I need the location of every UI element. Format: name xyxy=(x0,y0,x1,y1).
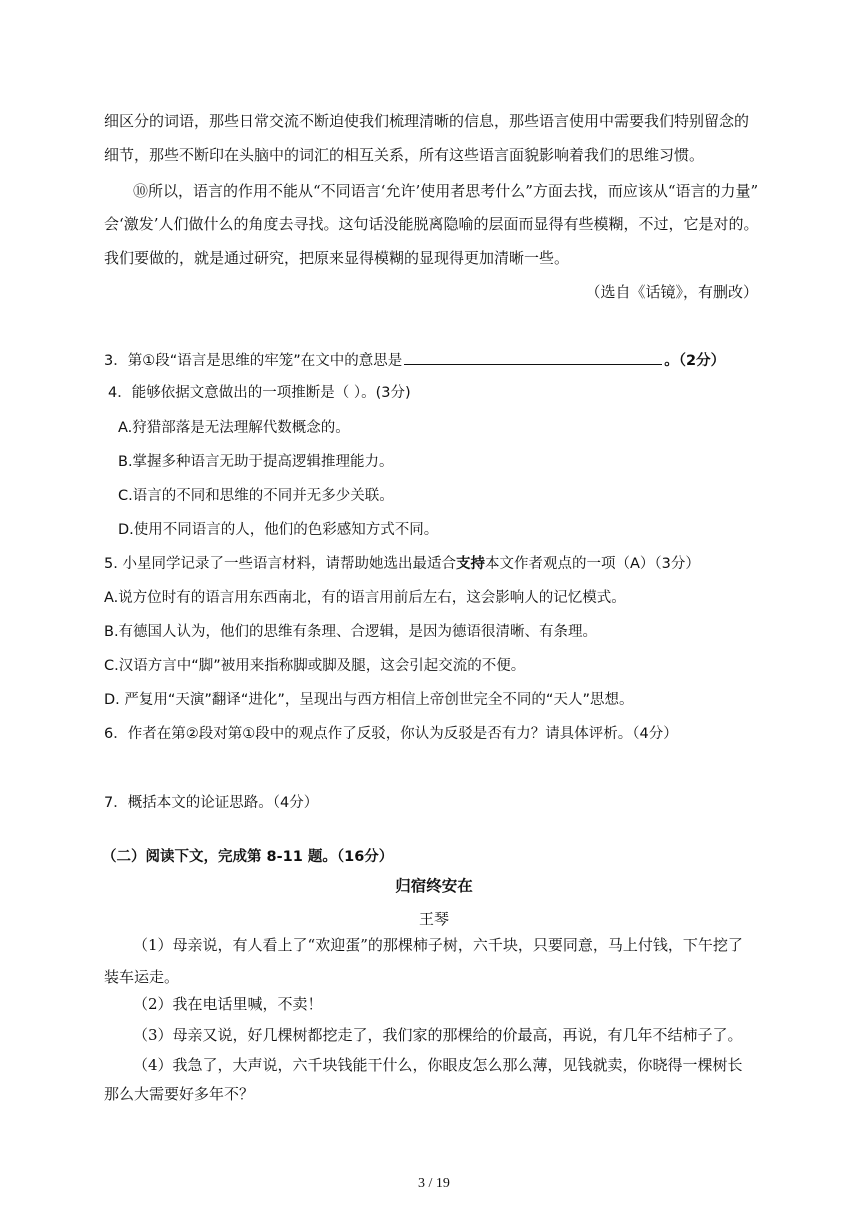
question-4-option: A.狩猎部落是无法理解代数概念的。 xyxy=(118,420,350,436)
question-4-option: D.使用不同语言的人，他们的色彩感知方式不同。 xyxy=(118,522,439,538)
question-4-option: C.语言的不同和思维的不同并无多少关联。 xyxy=(118,488,394,504)
passage-line: 细区分的词语，那些日常交流不断迫使我们梳理清晰的信息，那些语言使用中需要我们特别留念的 xyxy=(104,112,750,130)
question-5-option: B.有德国人认为，他们的思维有条理、合逻辑，是因为德语很清晰、有条理。 xyxy=(104,624,598,640)
question-4-option: B.掌握多种语言无助于提高逻辑推理能力。 xyxy=(118,454,394,470)
answer-blank[interactable] xyxy=(404,348,662,365)
page-number: 3 / 19 xyxy=(418,1176,450,1191)
question-4-stem: 4．能够依据文意做出的一项推断是（ ）。(3分) xyxy=(108,385,411,401)
story-paragraph-4: （4）我急了，大声说，六千块钱能干什么，你眼皮怎么那么薄，见钱就卖，你晓得一棵树长 xyxy=(133,1056,743,1074)
story-paragraph-1-cont: 装车运走。 xyxy=(104,968,180,986)
story-paragraph-3: （3）母亲又说，好几棵树都挖走了，我们家的那棵给的价最高，再说，有几年不结柿子了。 xyxy=(133,1026,743,1044)
story-paragraph-4-cont: 那么大需要好多年不？ xyxy=(104,1085,255,1103)
question-3-points: 。（2分） xyxy=(664,353,726,369)
story-title: 归宿终安在 xyxy=(395,877,473,895)
question-6: 6．作者在第②段对第①段中的观点作了反驳，你认为反驳是否有力？请具体评析。（4分） xyxy=(104,726,678,742)
question-5-option: A.说方位时有的语言用东西南北，有的语言用前后左右，这会影响人的记忆模式。 xyxy=(104,590,626,606)
question-3 xyxy=(104,348,725,372)
story-paragraph-2: （2）我在电话里喊，不卖！ xyxy=(133,995,323,1013)
question-5-stem xyxy=(104,553,700,575)
question-5-text-end: 本文作者观点的一项（A）（3分） xyxy=(484,556,700,572)
question-7: 7．概括本文的论证思路。（4分） xyxy=(104,795,319,811)
question-5-text: 5. 小星同学记录了一些语言材料，请帮助她选出最适合 xyxy=(104,556,456,572)
question-5-emphasis: 支持 xyxy=(455,556,485,572)
story-paragraph-1: （1）母亲说，有人看上了“欢迎蛋”的那棵柿子树，六千块，只要同意，马上付钱，下午挖了 xyxy=(133,936,743,954)
question-3-text: 3．第①段“语言是思维的牢笼”在文中的意思是 xyxy=(104,353,403,369)
passage-line: 细节，那些不断印在头脑中的词汇的相互关系，所有这些语言面貌影响着我们的思维习惯。 xyxy=(104,146,705,164)
question-5-option: C.汉语方言中“脚”被用来指称脚或脚及腿，这会引起交流的不便。 xyxy=(104,658,526,674)
section-2-heading: （二）阅读下文，完成第 8-11 题。（16分） xyxy=(102,849,394,865)
paragraph-10-line: 会‘激发’人们做什么的角度去寻找。这句话没能脱离隐喻的层面而显得有些模糊，不过，它是对的。 xyxy=(104,215,759,233)
paragraph-10-line: ⑩所以，语言的作用不能从“不同语言‘允许’使用者思考什么”方面去找，而应该从“语言的力量” xyxy=(133,182,759,200)
story-author: 王琴 xyxy=(418,910,449,928)
paragraph-10-line: 我们要做的，就是通过研究，把原来显得模糊的显现得更加清晰一些。 xyxy=(104,249,570,267)
source-citation: （选自《话镜》，有删改） xyxy=(585,283,758,301)
question-5-option: D. 严复用“天演”翻译“进化”，呈现出与西方相信上帝创世完全不同的“天人”思想。 xyxy=(104,692,634,708)
